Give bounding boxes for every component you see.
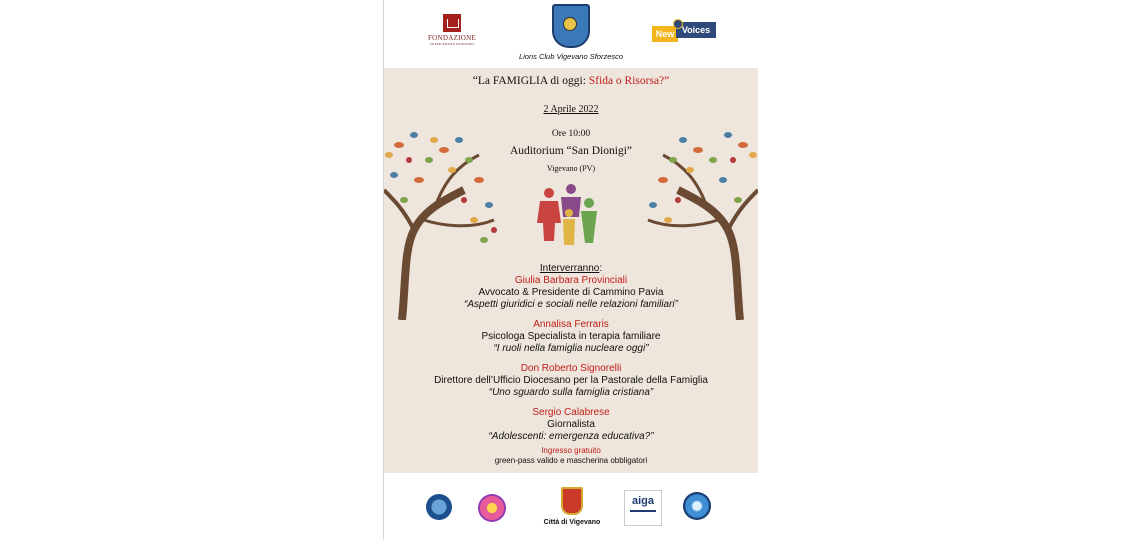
speaker-name: Don Roberto Signorelli — [520, 363, 622, 374]
new-voices-new: New — [652, 26, 678, 42]
citta-di-vigevano-logo — [534, 487, 610, 526]
event-title — [384, 75, 758, 87]
fondazione-logo — [424, 14, 480, 46]
aiga-label: aiga — [631, 495, 654, 507]
speakers-heading-line: Interverranno: — [539, 263, 603, 274]
event-time: Ore 10:00 — [551, 129, 591, 139]
poster-footer — [384, 473, 758, 540]
new-voices-voices: Voices — [676, 22, 716, 38]
event-city: Vigevano (PV) — [546, 164, 596, 173]
aiga-logo — [624, 490, 662, 526]
speaker-role: Avvocato & Presidente di Cammino Pavia — [478, 287, 664, 298]
speaker-topic: “I ruoli nella famiglia nucleare oggi” — [493, 343, 649, 354]
speaker-role: Giornalista — [547, 419, 595, 430]
family-icon — [537, 183, 603, 249]
lions-club-name: Lions Club Vigevano Sforzesco — [518, 52, 624, 61]
new-voices-logo — [652, 20, 716, 42]
fondazione-subtitle: DI PIACENZA E VIGEVANO — [430, 42, 474, 46]
speaker-name: Annalisa Ferraris — [533, 319, 609, 330]
speaker-role: Psicologa Specialista in terapia familiare — [481, 331, 661, 342]
lions-club-logo — [501, 4, 641, 61]
poster-main — [384, 68, 758, 473]
event-title-part1: “La FAMIGLIA di oggi: — [472, 75, 589, 87]
crest-icon — [561, 487, 583, 515]
event-venue: Auditorium “San Dionigi” — [509, 145, 632, 157]
speaker-name: Giulia Barbara Provinciali — [514, 275, 628, 286]
event-date: 2 Aprile 2022 — [543, 104, 599, 115]
requirements-note: green-pass valido e mascherina obbligatori — [494, 456, 648, 465]
lions-emblem-icon — [673, 19, 683, 29]
fondazione-name: FONDAZIONE — [427, 34, 477, 42]
fondazione-mark-icon — [443, 14, 461, 32]
poster-header — [384, 0, 758, 68]
speaker-role: Direttore dell’Ufficio Diocesano per la Pastorale della Famiglia — [434, 375, 708, 386]
citta-label: Città di Vigevano — [543, 519, 601, 526]
speakers-heading: Interverranno — [539, 263, 600, 274]
speakers-list — [384, 263, 758, 466]
partner-logo-icon — [426, 494, 452, 520]
event-title-part2: Sfida o Risorsa?” — [588, 75, 670, 87]
event-poster — [383, 0, 758, 540]
speaker-name: Sergio Calabrese — [532, 407, 610, 418]
free-entry-note: Ingresso gratuito — [541, 446, 601, 455]
globe-logo-icon — [683, 492, 711, 520]
shield-icon — [552, 4, 590, 48]
speaker-topic: “Aspetti giuridici e sociali nelle relazioni familiari” — [464, 299, 678, 310]
speaker-topic: “Adolescenti: emergenza educativa?” — [488, 431, 654, 442]
speaker-topic: “Uno sguardo sulla famiglia cristiana” — [488, 387, 654, 398]
partner-logo-icon — [478, 494, 506, 522]
